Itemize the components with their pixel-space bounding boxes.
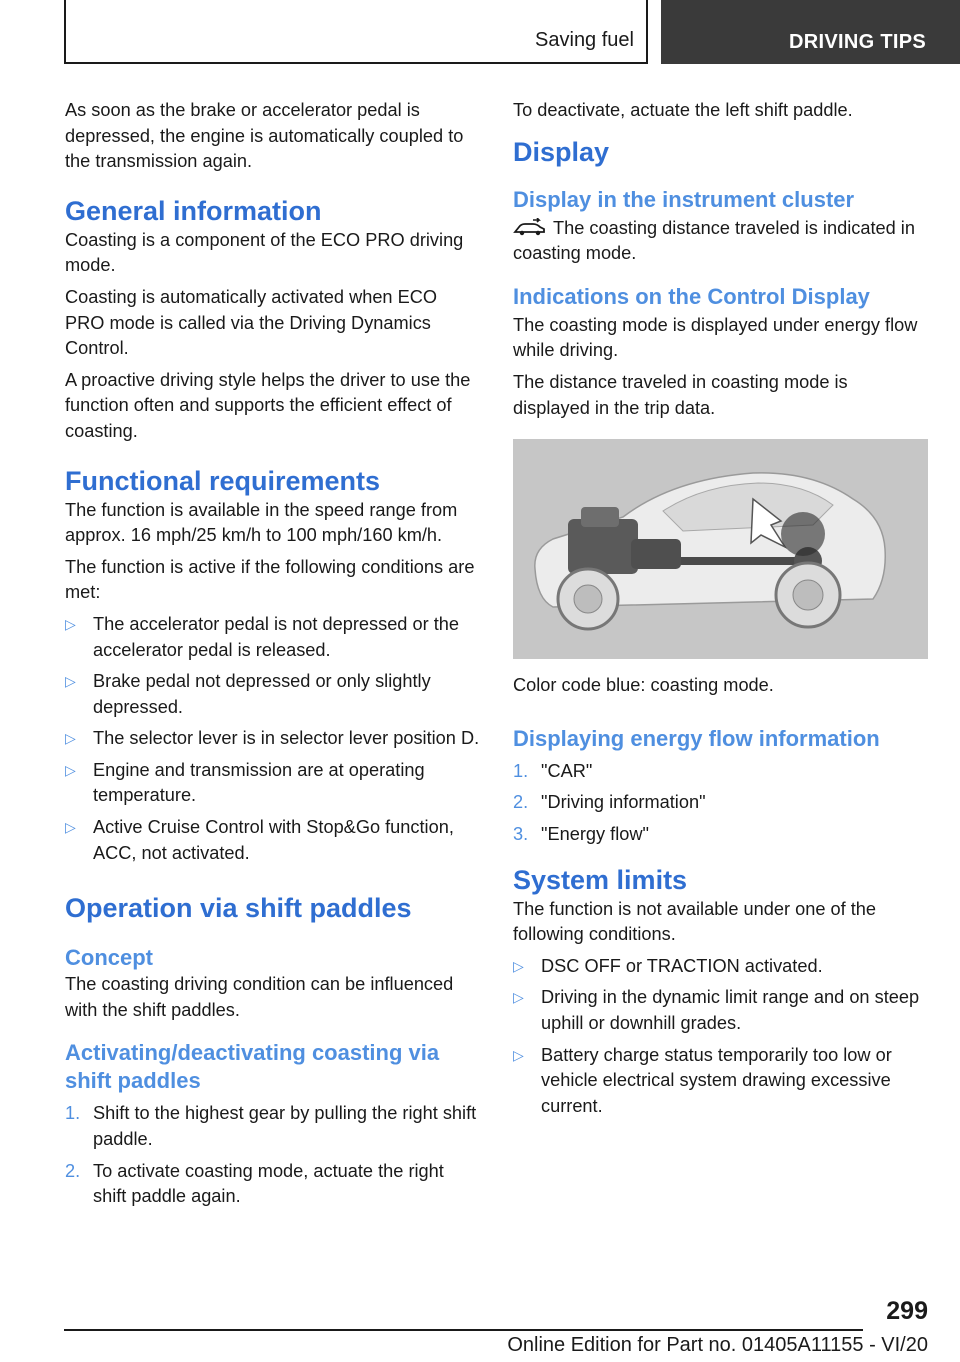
list-item: ▷ Active Cruise Control with Stop&Go function, ACC, not activated. (65, 817, 454, 863)
list-item: ▷ Driving in the dynamic limit range and on steep uphill or downhill grades. (513, 987, 920, 1033)
list-item: 2. "Driving information" (513, 792, 706, 813)
list-item: ▷ Brake pedal not depressed or only slightly depressed. (65, 671, 431, 717)
concept-heading: Concept (65, 945, 153, 971)
limits-list (513, 954, 928, 1120)
header-section-title: Saving fuel (535, 29, 634, 51)
footer-divider (64, 1329, 863, 1331)
triangle-bullet-icon: ▷ (513, 989, 524, 1006)
triangle-bullet-icon: ▷ (65, 761, 76, 778)
page-number: 299 (886, 1297, 928, 1325)
functional-paragraph-1: The function is available in the speed range from approx. 16 mph/25 km/h to 100 mph/160 km/h. (65, 499, 458, 546)
list-item: 1. Shift to the highest gear by pulling the right shift paddle. (65, 1103, 477, 1150)
functional-paragraph-2: The function is active if the following conditions are met: (65, 556, 475, 603)
left-column (65, 98, 480, 1216)
car-illustration-icon (513, 439, 928, 659)
display-heading: Display (513, 136, 610, 167)
instrument-cluster-heading: Display in the instrument cluster (513, 186, 855, 212)
conditions-list (65, 612, 480, 866)
image-caption: Color code blue: coasting mode. (513, 675, 774, 696)
header-section-box (64, 0, 648, 64)
control-paragraph-2: The distance traveled in coasting mode is displayed in the trip data. (513, 371, 848, 418)
list-item: ▷ DSC OFF or TRACTION activated. (513, 954, 928, 980)
right-column (513, 98, 928, 1125)
list-item: ▷ The accelerator pedal is not depressed or the accelerator pedal is released. (65, 613, 459, 660)
list-item: ▷ The selector lever is in selector lever position D. (65, 726, 480, 752)
control-paragraph-1: The coasting mode is displayed under energy flow while driving. (513, 314, 918, 361)
list-item: ▷ Battery charge status temporarily too low or vehicle electrical system drawing excessive current. (513, 1044, 892, 1116)
general-information-heading: General information (65, 195, 322, 226)
activating-heading: Activating/deactivating coasting via shift paddles (65, 1040, 440, 1094)
triangle-bullet-icon: ▷ (513, 1046, 524, 1063)
energy-flow-steps (513, 759, 928, 848)
general-paragraph-1: Coasting is a component of the ECO PRO driving mode. (65, 229, 464, 276)
system-limits-heading: System limits (513, 864, 688, 895)
triangle-bullet-icon: ▷ (65, 615, 76, 632)
coasting-car-icon (513, 218, 547, 236)
triangle-bullet-icon: ▷ (513, 957, 524, 974)
cluster-paragraph: The coasting distance traveled is indicated in coasting mode. (513, 217, 915, 264)
triangle-bullet-icon: ▷ (65, 673, 76, 690)
footer-edition: Online Edition for Part no. 01405A11155 - VI/20 (507, 1334, 928, 1356)
functional-requirements-heading: Functional requirements (65, 465, 381, 496)
triangle-bullet-icon: ▷ (65, 819, 76, 836)
general-paragraph-2: Coasting is automatically activated when ECO PRO mode is called via the Driving Dynamics Control. (65, 286, 438, 359)
general-paragraph-3: A proactive driving style helps the driver to use the function often and supports the efficient effect of coasting. (65, 369, 471, 441)
header-chapter-title: DRIVING TIPS (789, 31, 926, 53)
concept-paragraph: The coasting driving condition can be influenced with the shift paddles. (65, 974, 454, 1020)
operation-heading: Operation via shift paddles (65, 893, 412, 924)
energy-flow-heading: Displaying energy flow information (513, 725, 880, 751)
header-chapter-tab (661, 0, 960, 64)
car-drivetrain-illustration (513, 439, 928, 659)
triangle-bullet-icon: ▷ (65, 730, 76, 747)
limits-paragraph: The function is not available under one of the following conditions. (513, 898, 876, 945)
intro-paragraph: As soon as the brake or accelerator pedal is depressed, the engine is automatically coupled to the transmission again. (65, 100, 464, 172)
deactivate-paragraph: To deactivate, actuate the left shift paddle. (513, 100, 853, 120)
list-item: 2. To activate coasting mode, actuate the right shift paddle again. (65, 1160, 444, 1207)
list-item: 3. "Energy flow" (513, 823, 649, 844)
list-item: ▷ Engine and transmission are at operating temperature. (65, 759, 425, 806)
list-item: 1. "CAR" (513, 760, 593, 781)
control-display-heading: Indications on the Control Display (513, 283, 870, 309)
activation-steps (65, 1101, 480, 1209)
